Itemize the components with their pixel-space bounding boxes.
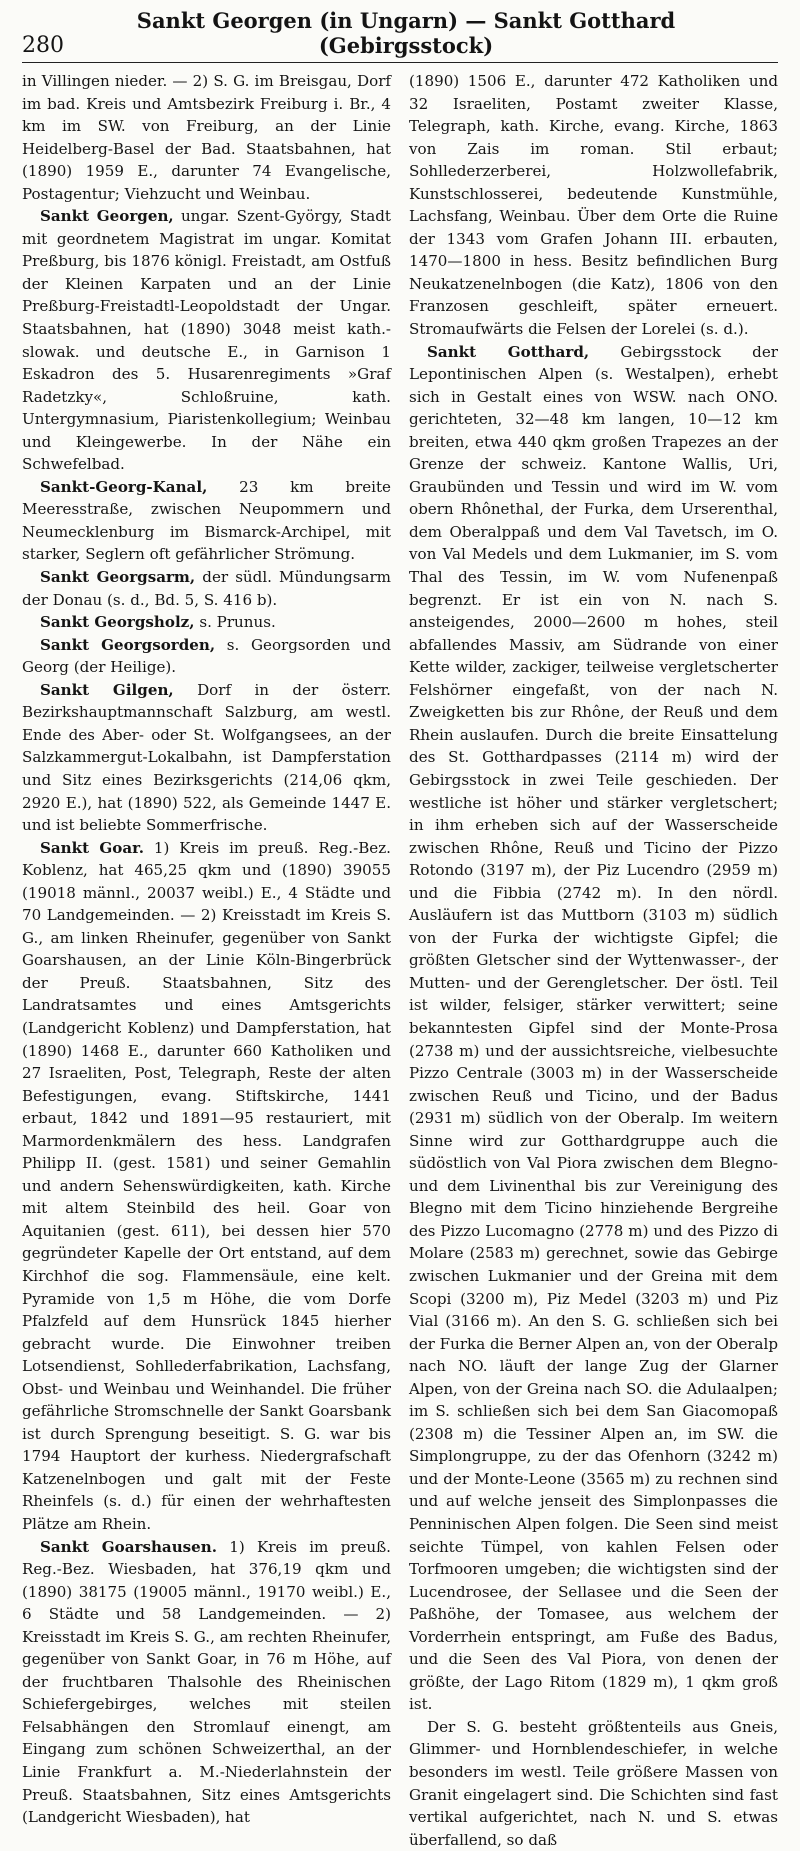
entry-text: Dorf in der österr. Bezirkshauptmannschaft Salzburg, am westl. Ende des Aber- oder St. Wolfgangsees, an der Salzkammergut-Lokalbahn, ist Dampferstation und Sitz eines Bezirksgerichts (214,06 qkm, 2920 E.), hat (1890) 522, als Gemeinde 1447 E. und ist beliebte Sommerfrische. — [22, 680, 391, 835]
page-number: 280 — [22, 33, 64, 58]
running-head: Sankt Georgen (in Ungarn) — Sankt Gotthard (Gebirgsstock) — [136, 8, 676, 58]
headword: Sankt-Georg-Kanal, — [40, 477, 208, 496]
entry-text: s. Georgsorden und Georg (der Heilige). — [22, 635, 391, 677]
entry — [409, 341, 778, 1716]
entry-text: 1) Kreis im preuß. Reg.-Bez. Koblenz, hat 465,25 qkm und (1890) 39055 (19018 männl., 20037 weibl.) E., 4 Städte und 70 Landgemeinden. — 2) Kreisstadt im Kreis S. G., am linken Rheinufer, gegenüber von Sankt Goarshausen, an der Linie Köln-Bingerbrück der Preuß. Staatsbahnen, Sitz des Landratsamtes und eines Amtsgerichts (Landgericht Koblenz) und Dampferstation, hat (1890) 1468 E., darunter 660 Katholiken und 27 Israeliten, Post, Telegraph, Reste der alten Befestigungen, evang. Stiftskirche, 1441 erbaut, 1842 und 1891—95 restauriert, mit Marmordenkmälern des hess. Landgrafen Philipp II. (gest. 1581) und seiner Gemahlin und andern Sehenswürdigkeiten, kath. Kirche mit altem Steinbild des heil. Goar von Aquitanien (gest. 611), bei dessen hier 570 gegründeter Kapelle der Ort entstand, auf dem Kirchhof die sog. Flammensäule, eine kelt. Pyramide von 1,5 m Höhe, die vom Dorfe Pfalzfeld auf dem Hunsrück 1845 hierher gebracht wurde. Die Einwohner treiben Lotsendienst, Sohllederfabrikation, Lachsfang, Obst- und Weinbau und Weinhandel. Die früher gefährliche Stromschnelle der Sankt Goarsbank ist durch Sprengung beseitigt. S. G. war bis 1794 Hauptort der kurhess. Niedergrafschaft Katzenelnbogen und galt mit der Feste Rheinfels (s. d.) für einen der wehrhaftesten Plätze am Rhein. — [22, 838, 391, 1533]
entry-text: Der S. G. besteht größtenteils aus Gneis, Glimmer- und Hornblendeschiefer, in welche besonders im westl. Teile größere Massen von Granit eingelagert sind. Die Schichten sind fast vertikal aufgerichtet, nach N. und S. etwas überfallend, so daß — [409, 1717, 778, 1849]
entry — [22, 476, 391, 566]
entry — [22, 205, 391, 476]
entry — [22, 70, 391, 205]
left-column — [22, 70, 391, 1827]
headword: Sankt Georgsarm, — [40, 568, 196, 587]
headword: Sankt Georgsorden, — [40, 635, 216, 654]
entry-text: Gebirgsstock der Lepontinischen Alpen (s. Westalpen), erhebt sich in Gestalt eines von WSW. nach ONO. gerichteten, 32—48 km langen, 10—12 km breiten, etwa 440 qkm großen Trapezes an der Grenze der schweiz. Kantone Wallis, Uri, Graubünden und Tessin und wird im W. vom obern Rhônethal, der Furka, dem Urserenthal, dem Oberalppaß und dem Val Tavetsch, im O. von Val Medels und dem Lukmanier, im S. vom Thal des Tessin, im W. vom Nufenenpaß begrenzt. Er ist ein von N. nach S. ansteigendes, 2000—2600 m hohes, steil abfallendes Massiv, am Südrande von einer Kette wilder, zackiger, teilweise vergletscherter Felshörner eingefaßt, von der nach N. Zweigketten bis zur Rhône, der Reuß und dem Rhein auslaufen. Durch die breite Einsattelung des St. Gotthardpasses (2114 m) wird der Gebirgsstock in zwei Teile geschieden. Der westliche ist höher und stärker vergletschert; in ihm erheben sich auf der Wasserscheide zwischen Rhône, Reuß und Ticino der Pizzo Rotondo (3197 m), der Piz Lucendro (2959 m) und die Fibbia (2742 m). In den nördl. Ausläufern ist das Muttborn (3103 m) südlich von der Furka der wichtigste Gipfel; die größten Gletscher sind der Wyttenwasser-, der Mutten- und der Gerengletscher. Der östl. Teil ist wilder, felsiger, stärker verwittert; seine bekanntesten Gipfel sind der Monte-Prosa (2738 m) und der aussichtsreiche, vielbesuchte Pizzo Centrale (3003 m) in der Wasserscheide zwischen Reuß und Ticino, und der Badus (2931 m) südlich von der Oberalp. Im weitern Sinne wird zur Gotthardgruppe auch die südöstlich von Val Piora zwischen dem Blegno- und dem Livinenthal bis zur Vereinigung des Blegno mit dem Ticino hinziehende Bergreihe des Pizzo Lucomagno (2778 m) und des Pizzo di Molare (2583 m) gerechnet, sowie das Gebirge zwischen Lukmanier und der Greina mit dem Scopi (3200 m), Piz Medel (3203 m) und Piz Vial (3166 m). An den S. G. schließen sich bei der Furka die Berner Alpen an, von der Oberalp nach NO. läuft der lange Zug der Glarner Alpen, von der Greina nach SO. die Adulaalpen; im S. schließen sich bei dem San Giacomopaß (2308 m) die Tessiner Alpen an, im SW. die Simplongruppe, zu der das Ofenhorn (3242 m) und der Monte-Leone (3565 m) zu rechnen sind und auf welche jenseit des Simplonpasses die Penninischen Alpen folgen. Die Seen sind meist seichte Tümpel, von kahlen Felsen oder Torfmooren umgeben; die wichtigsten sind der Lucendrosee, der Sellasee und die Seen der Paßhöhe, der Tomasee, aus welchem der Vorderrhein entspringt, am Fuße des Badus, und die Seen des Val Piora, von denen der größte, der Lago Ritom (1829 m), 1 qkm groß ist. — [409, 342, 778, 1714]
entry — [22, 634, 391, 679]
headword: Sankt Georgsholz, — [40, 613, 195, 632]
headword: Sankt Georgen, — [40, 207, 174, 226]
entry — [22, 837, 391, 1536]
entry-text: in Villingen nieder. — 2) S. G. im Breisgau, Dorf im bad. Kreis und Amtsbezirk Freiburg i. Br., 4 km im SW. von Freiburg, an der Linie Heidelberg-Basel der Bad. Staatsbahnen, hat (1890) 1959 E., darunter 74 Evangelische, Postagentur; Viehzucht und Weinbau. — [22, 72, 391, 203]
entry — [22, 611, 391, 634]
headword: Sankt Goarshausen. — [40, 1537, 218, 1556]
page-header — [22, 8, 778, 63]
right-column — [409, 70, 778, 1849]
entry-text: 1) Kreis im preuß. Reg.-Bez. Wiesbaden, hat 376,19 qkm und (1890) 38175 (19005 männl., 19170 weibl.) E., 6 Städte und 58 Landgemeinden. — 2) Kreisstadt im Kreis S. G., am rechten Rheinufer, gegenüber von Sankt Goar, in 76 m Höhe, auf der fruchtbaren Thalsohle des Rheinischen Schiefergebirges, welches mit steilen Felsabhängen den Stromlauf einengt, am Eingang zum schönen Schweizerthal, an der Linie Frankfurt a. M.-Niederlahnstein der Preuß. Staatsbahnen, Sitz eines Amtsgerichts (Landgericht Wiesbaden), hat — [22, 1537, 391, 1827]
headword: Sankt Gilgen, — [40, 680, 174, 699]
entry — [22, 1536, 391, 1829]
headword: Sankt Gotthard, — [427, 342, 590, 361]
entry — [22, 679, 391, 837]
entry — [409, 70, 778, 341]
headword: Sankt Goar. — [40, 838, 144, 857]
entry-text: ungar. Szent-György, Stadt mit geordnetem Magistrat im ungar. Komitat Preßburg, bis 1876 königl. Freistadt, am Ostfuß der Kleinen Karpaten und an der Linie Preßburg-Freistadtl-Leopoldstadt der Ungar. Staatsbahnen, hat (1890) 3048 meist kath.-slowak. und deutsche E., in Garnison 1 Eskadron des 5. Husarenregiments »Graf Radetzky«, Schloßruine, kath. Untergymnasium, Piaristenkollegium; Weinbau und Kleingewerbe. In der Nähe ein Schwefelbad. — [22, 207, 391, 474]
entry-text: der südl. Mündungsarm der Donau (s. d., Bd. 5, S. 416 b). — [22, 568, 391, 609]
entry-text: (1890) 1506 E., darunter 472 Katholiken und 32 Israeliten, Postamt zweiter Klasse, Telegraph, kath. Kirche, evang. Kirche, 1863 von Zais im roman. Stil erbaut; Sohllederzerberei, Holzwollefabrik, Kunstschlosserei, bedeutende Kunstmühle, Lachsfang, Weinbau. Über dem Orte die Ruine der 1343 vom Grafen Johann III. erbauten, 1470—1800 in hess. Besitz befindlichen Burg Neukatzenelnbogen (die Katz), 1806 von den Franzosen geschleift, später erneuert. Stromaufwärts die Felsen der Lorelei (s. d.). — [409, 72, 778, 339]
entry — [22, 566, 391, 611]
text-columns — [22, 70, 778, 1849]
entry — [409, 1716, 778, 1851]
entry-text: 23 km breite Meeresstraße, zwischen Neupommern und Neumecklenburg im Bismarck-Archipel, mit starker, Seglern oft gefährlicher Strömung. — [22, 477, 391, 564]
entry-text: s. Prunus. — [199, 613, 276, 632]
